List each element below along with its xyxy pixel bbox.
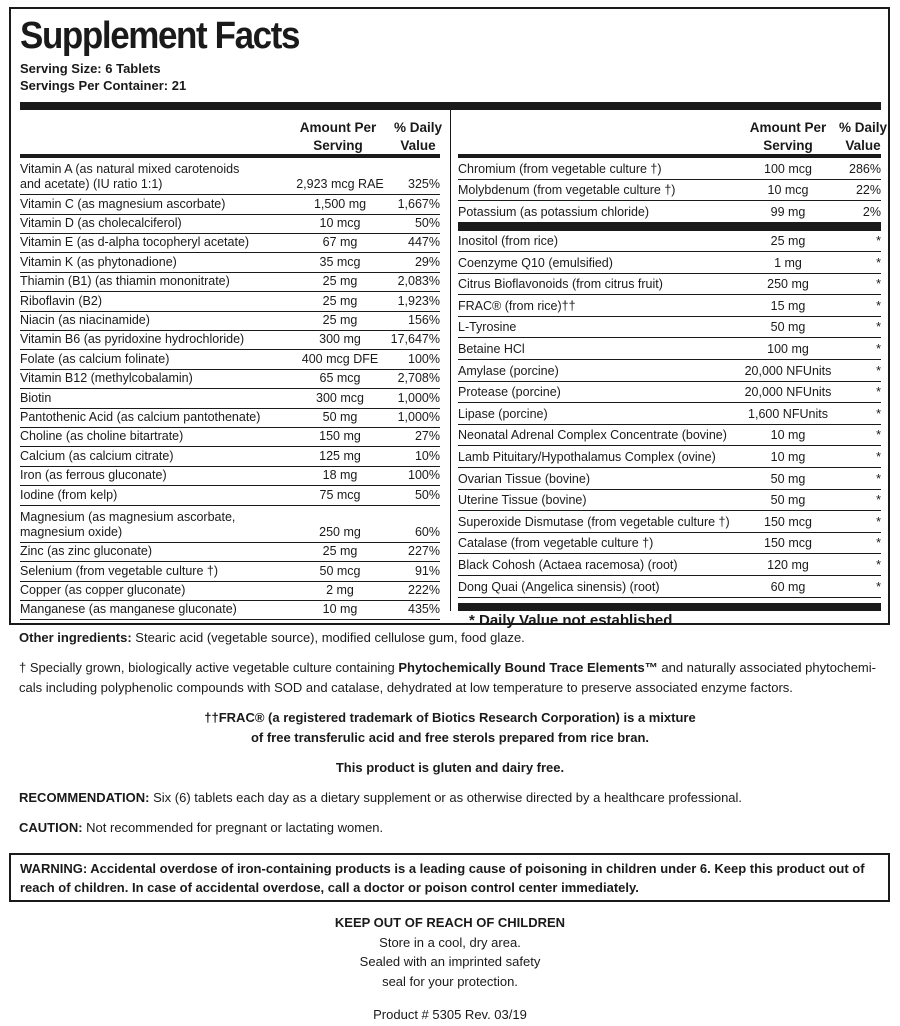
- frac-note-line1: ††FRAC® (a registered trademark of Biotics Research Corporation) is a mixture: [204, 710, 696, 725]
- left-nutrient-column: [20, 110, 443, 620]
- product-code: Product # 5305 Rev. 03/19: [373, 1007, 527, 1022]
- top-divider-bar: [20, 102, 881, 110]
- nutrient-daily-value: *: [876, 579, 881, 594]
- nutrient-name: Catalase (from vegetable culture †): [458, 536, 654, 551]
- nutrient-amount: 150 mg: [319, 429, 361, 444]
- storage-block: [19, 913, 881, 991]
- nutrient-name: Vitamin B6 (as pyridoxine hydrochloride): [20, 332, 245, 347]
- dv-header-right: % Daily Value: [838, 120, 888, 153]
- nutrient-row: [20, 428, 440, 447]
- nutrient-amount: 25 mg: [322, 313, 358, 328]
- nutrient-row: [20, 273, 440, 292]
- nutrient-row: [458, 576, 881, 598]
- nutrient-row: [20, 601, 440, 620]
- nutrient-daily-value: *: [876, 428, 881, 443]
- nutrient-amount: 1 mg: [774, 255, 802, 270]
- nutrient-amount: 25 mg: [322, 293, 358, 308]
- nutrient-amount: 25 mg: [322, 544, 358, 559]
- nutrient-amount: 10 mg: [322, 602, 358, 617]
- nutrient-row: [458, 446, 881, 468]
- other-ingredients: [19, 628, 881, 648]
- nutrient-row: [458, 425, 881, 447]
- nutrient-daily-value: 222%: [408, 583, 440, 598]
- nutrient-amount: 1,600 NFUnits: [748, 406, 828, 421]
- nutrient-name: Superoxide Dismutase (from vegetable culture †): [458, 514, 730, 529]
- nutrient-amount: 15 mg: [770, 298, 806, 313]
- nutrient-row: [458, 180, 881, 202]
- nutrient-daily-value: 2,083%: [397, 274, 440, 289]
- store-line-3: seal for your protection.: [382, 973, 518, 989]
- nutrient-amount: 125 mg: [319, 448, 361, 463]
- nutrient-daily-value: 1,000%: [397, 409, 440, 424]
- nutrient-daily-value: *: [876, 255, 881, 270]
- nutrient-daily-value: *: [876, 298, 881, 313]
- nutrient-row: [20, 195, 440, 214]
- nutrient-name: Betaine HCl: [458, 342, 525, 357]
- nutrient-amount: 25 mg: [322, 274, 358, 289]
- nutrient-daily-value: 447%: [408, 235, 440, 250]
- nutrient-name: Citrus Bioflavonoids (from citrus fruit): [458, 277, 663, 292]
- nutrient-row: [20, 312, 440, 331]
- nutrient-daily-value: *: [876, 342, 881, 357]
- nutrient-row: [458, 490, 881, 512]
- nutrient-row: [458, 382, 881, 404]
- nutrient-row: [20, 562, 440, 581]
- nutrient-row: [458, 554, 881, 576]
- other-ingredients-label: Other ingredients:: [19, 630, 132, 645]
- nutrient-amount: 50 mg: [770, 471, 806, 486]
- nutrient-name: Dong Quai (Angelica sinensis) (root): [458, 579, 660, 594]
- iron-warning-box: WARNING: Accidental overdose of iron-containing products is a leading cause of poisoning in children under 6. Keep this product out of reach of children. In case of accidental overdose, call a doctor or poison control center immediately.: [9, 853, 890, 902]
- nutrient-name: Amylase (porcine): [458, 363, 559, 378]
- nutrient-row: [458, 338, 881, 360]
- amount-header: Amount Per Serving: [299, 120, 377, 153]
- nutrient-amount: 2,923 mcg RAE: [296, 177, 384, 192]
- nutrient-row: [20, 543, 440, 562]
- nutrient-name: Vitamin B12 (methylcobalamin): [20, 371, 193, 386]
- nutrient-daily-value: *: [876, 514, 881, 529]
- nutrient-name: Protease (porcine): [458, 385, 561, 400]
- culture-note-pre: † Specially grown, biologically active vegetable culture containing: [19, 660, 399, 675]
- nutrient-amount: 25 mg: [770, 234, 806, 249]
- culture-note: [19, 658, 881, 698]
- nutrient-row: [458, 360, 881, 382]
- nutrient-row: [20, 506, 440, 543]
- nutrient-daily-value: *: [876, 406, 881, 421]
- nutrient-name: Neonatal Adrenal Complex Concentrate (bovine): [458, 428, 727, 443]
- nutrient-daily-value: 1,000%: [397, 390, 440, 405]
- frac-note-line2: of free transferulic acid and free sterols prepared from rice bran.: [250, 730, 650, 745]
- nutrient-amount: 120 mg: [767, 558, 809, 572]
- nutrient-daily-value: 435%: [408, 602, 440, 617]
- nutrient-name: Magnesium (as magnesium ascorbate, magnesium oxide): [20, 509, 236, 539]
- nutrient-daily-value: 17,647%: [390, 332, 440, 347]
- nutrient-name: Vitamin A (as natural mixed carotenoids and acetate) (IU ratio 1:1): [20, 162, 240, 192]
- supplement-facts-panel: [9, 7, 890, 629]
- nutrient-name: Vitamin E (as d-alpha tocopheryl acetate): [20, 235, 250, 250]
- nutrient-amount: 10 mcg: [319, 216, 361, 231]
- nutrient-name: Iodine (from kelp): [20, 487, 118, 502]
- nutrient-daily-value: 27%: [414, 429, 440, 444]
- nutrient-daily-value: 1,923%: [397, 293, 440, 308]
- caution-text: Not recommended for pregnant or lactating women.: [82, 820, 384, 835]
- caution-label: CAUTION:: [19, 820, 83, 835]
- nutrient-row: [20, 486, 440, 505]
- nutrient-amount: 10 mcg: [767, 183, 809, 197]
- serving-size: Serving Size: 6 Tablets: [20, 61, 161, 76]
- nutrient-daily-value: *: [876, 471, 881, 486]
- nutrient-row: [458, 274, 881, 296]
- nutrient-daily-value: *: [876, 320, 881, 335]
- nutrient-daily-value: 227%: [408, 544, 440, 559]
- nutrient-row: [458, 468, 881, 490]
- nutrient-amount: 75 mcg: [319, 487, 361, 502]
- keep-out-of-reach: KEEP OUT OF REACH OF CHILDREN: [334, 915, 566, 930]
- nutrient-daily-value: 2%: [862, 204, 881, 219]
- nutrient-daily-value: *: [876, 277, 881, 292]
- nutrient-amount: 18 mg: [322, 468, 358, 483]
- recommendation-label: RECOMMENDATION:: [19, 790, 150, 805]
- nutrient-daily-value: 286%: [849, 161, 881, 176]
- culture-note-post: and naturally associated phytochemi-cals including polyphenolic compounds with SOD and catalase, dehydrated at low temperature to preserve associated enzyme factors.: [19, 660, 876, 695]
- nutrient-amount: 20,000 NFUnits: [744, 363, 832, 378]
- column-divider: [450, 110, 451, 611]
- nutrient-amount: 300 mcg: [316, 390, 364, 405]
- nutrient-amount: 300 mg: [319, 332, 361, 347]
- nutrient-name: Vitamin D (as cholecalciferol): [20, 216, 182, 231]
- right-nutrient-column: [458, 110, 888, 598]
- nutrient-amount: 2 mg: [326, 583, 354, 598]
- nutrient-row: [20, 350, 440, 369]
- nutrient-amount: 100 mcg: [764, 161, 812, 176]
- nutrient-name: Niacin (as niacinamide): [20, 313, 150, 328]
- nutrient-row: [20, 234, 440, 253]
- serving-info: [20, 60, 186, 94]
- nutrient-amount: 50 mg: [322, 409, 358, 424]
- left-rows: [20, 158, 440, 620]
- nutrient-daily-value: *: [876, 450, 881, 465]
- nutrient-daily-value: 91%: [414, 563, 440, 578]
- nutrient-daily-value: 1,667%: [397, 196, 440, 211]
- nutrient-name: FRAC® (from rice)††: [458, 298, 576, 313]
- nutrient-daily-value: 156%: [408, 313, 440, 328]
- nutrient-daily-value: 325%: [408, 177, 440, 192]
- nutrient-amount: 150 mcg: [764, 536, 812, 551]
- nutrient-amount: 67 mg: [322, 235, 358, 250]
- nutrient-name: Biotin: [20, 390, 52, 405]
- nutrient-row: [458, 533, 881, 555]
- culture-note-bold: Phytochemically Bound Trace Elements™: [398, 660, 658, 675]
- nutrient-daily-value: 2,708%: [397, 371, 440, 386]
- nutrient-name: Lamb Pituitary/Hypothalamus Complex (ovine): [458, 450, 716, 465]
- nutrient-name: Uterine Tissue (bovine): [458, 493, 587, 508]
- nutrient-amount: 100 mg: [767, 342, 809, 357]
- nutrient-row: [20, 292, 440, 311]
- nutrient-amount: 65 mcg: [319, 371, 361, 386]
- nutrient-daily-value: 29%: [414, 254, 440, 269]
- nutrient-name: Selenium (from vegetable culture †): [20, 563, 219, 578]
- other-ingredients-text: Stearic acid (vegetable source), modified cellulose gum, food glaze.: [131, 630, 525, 645]
- nutrient-name: Inositol (from rice): [458, 234, 559, 249]
- nutrient-row: [20, 389, 440, 408]
- recommendation: [19, 788, 881, 808]
- nutrient-daily-value: 100%: [408, 468, 440, 483]
- nutrient-name: Ovarian Tissue (bovine): [458, 471, 591, 486]
- nutrient-daily-value: *: [876, 493, 881, 508]
- servings-per-container: Servings Per Container: 21: [20, 78, 187, 93]
- nutrient-name: Vitamin K (as phytonadione): [20, 254, 177, 269]
- nutrient-amount: 1,500 mg: [313, 196, 367, 211]
- nutrient-daily-value: *: [876, 536, 881, 551]
- recommendation-text: Six (6) tablets each day as a dietary supplement or as otherwise directed by a healthcare professional.: [149, 790, 743, 805]
- nutrient-amount: 35 mcg: [319, 254, 361, 269]
- nutrient-daily-value: 22%: [855, 183, 881, 197]
- store-line-2: Sealed with an imprinted safety: [359, 954, 541, 969]
- nutrient-amount: 50 mcg: [319, 563, 361, 578]
- nutrient-name: Manganese (as manganese gluconate): [20, 602, 237, 617]
- nutrient-name: Pantothenic Acid (as calcium pantothenate): [20, 409, 261, 424]
- nutrient-amount: 400 mcg DFE: [301, 351, 379, 366]
- nutrient-name: Calcium (as calcium citrate): [20, 448, 174, 463]
- nutrient-name: Choline (as choline bitartrate): [20, 429, 184, 444]
- bottom-divider-bar: [458, 603, 881, 611]
- nutrient-row: [20, 370, 440, 389]
- nutrient-daily-value: *: [876, 558, 881, 572]
- amount-header-right: Amount Per Serving: [749, 120, 827, 153]
- nutrient-name: Black Cohosh (Actaea racemosa) (root): [458, 558, 678, 572]
- nutrient-name: Riboflavin (B2): [20, 293, 102, 308]
- panel-title: Supplement Facts: [20, 15, 300, 57]
- nutrient-row: [20, 409, 440, 428]
- nutrient-row: [20, 253, 440, 272]
- nutrient-amount: 50 mg: [770, 493, 806, 508]
- nutrient-daily-value: *: [876, 363, 881, 378]
- nutrient-name: Potassium (as potassium chloride): [458, 204, 650, 219]
- nutrient-name: Folate (as calcium folinate): [20, 351, 170, 366]
- nutrient-row: [20, 447, 440, 466]
- nutrient-daily-value: 50%: [414, 216, 440, 231]
- nutrient-row: [458, 403, 881, 425]
- nutrient-daily-value: *: [876, 234, 881, 249]
- store-line-1: Store in a cool, dry area.: [379, 934, 521, 950]
- nutrient-name: Lipase (porcine): [458, 406, 548, 421]
- gluten-dairy-note: This product is gluten and dairy free.: [335, 760, 565, 775]
- caution: [19, 818, 881, 838]
- nutrient-amount: 50 mg: [770, 320, 806, 335]
- nutrient-amount: 99 mg: [770, 204, 806, 219]
- daily-value-note: * Daily Value not established: [469, 612, 673, 629]
- right-rows-vitamins: [458, 158, 881, 223]
- left-column-header: [20, 110, 443, 158]
- nutrient-name: Copper (as copper gluconate): [20, 583, 186, 598]
- nutrient-amount: 150 mcg: [764, 514, 812, 529]
- nutrient-row: [458, 317, 881, 339]
- nutrient-daily-value: 60%: [414, 524, 440, 539]
- frac-note: [19, 708, 881, 748]
- nutrient-row: [20, 582, 440, 601]
- nutrient-row: [20, 158, 440, 195]
- nutrient-amount: 10 mg: [770, 428, 806, 443]
- nutrient-row: [458, 252, 881, 274]
- nutrient-name: Zinc (as zinc gluconate): [20, 544, 153, 559]
- nutrient-amount: 250 mg: [767, 277, 809, 292]
- nutrient-amount: 10 mg: [770, 450, 806, 465]
- nutrient-amount: 250 mg: [319, 524, 361, 539]
- nutrient-row: [20, 467, 440, 486]
- nutrient-row: [458, 231, 881, 253]
- nutrient-name: L-Tyrosine: [458, 320, 517, 335]
- nutrient-row: [20, 331, 440, 350]
- nutrient-row: [20, 215, 440, 234]
- nutrient-daily-value: 100%: [408, 351, 440, 366]
- nutrient-name: Thiamin (B1) (as thiamin mononitrate): [20, 274, 230, 289]
- dv-header: % Daily Value: [393, 120, 443, 153]
- nutrient-name: Chromium (from vegetable culture †): [458, 161, 662, 176]
- right-rows-other: [458, 231, 881, 598]
- nutrient-row: [458, 295, 881, 317]
- nutrient-amount: 60 mg: [770, 579, 806, 594]
- nutrient-row: [458, 158, 881, 180]
- nutrient-daily-value: 10%: [414, 448, 440, 463]
- nutrient-amount: 20,000 NFUnits: [744, 385, 832, 400]
- nutrient-name: Coenzyme Q10 (emulsified): [458, 255, 613, 270]
- nutrient-name: Iron (as ferrous gluconate): [20, 468, 167, 483]
- nutrient-row: [458, 511, 881, 533]
- nutrient-name: Molybdenum (from vegetable culture †): [458, 183, 676, 197]
- section-divider-bar: [458, 223, 881, 231]
- nutrient-daily-value: 50%: [414, 487, 440, 502]
- nutrient-daily-value: *: [876, 385, 881, 400]
- nutrient-name: Vitamin C (as magnesium ascorbate): [20, 196, 226, 211]
- nutrient-row: [458, 201, 881, 223]
- right-column-header: [458, 110, 888, 158]
